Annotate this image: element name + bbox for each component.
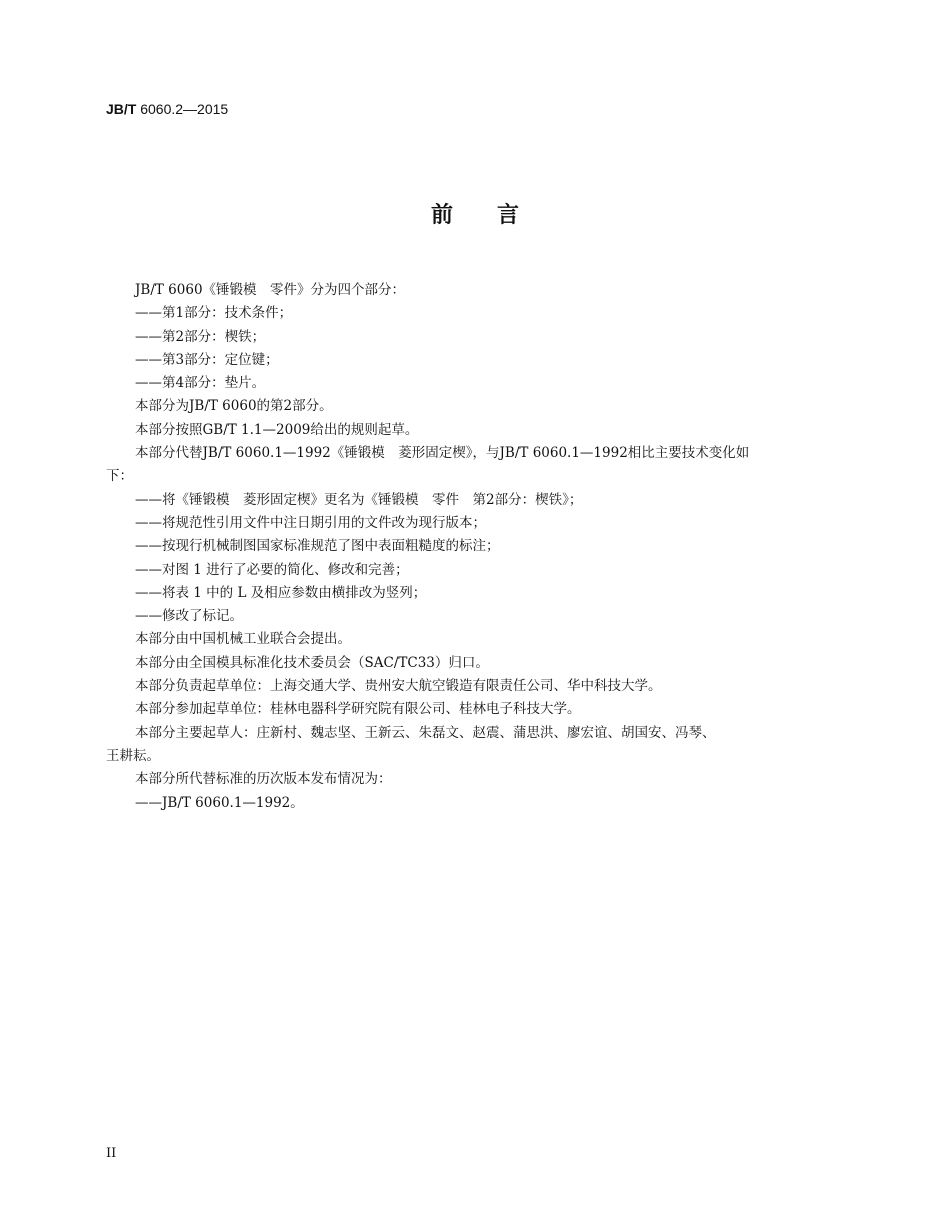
list-item: ——第2部分：楔铁； xyxy=(135,328,266,345)
paragraph-line: 本部分负责起草单位：上海交通大学、贵州安大航空锻造有限责任公司、华中科技大学。 xyxy=(135,678,662,695)
paragraph-line-continued: 下： xyxy=(106,468,133,485)
paragraph-line: 本部分参加起草单位：桂林电器科学研究院有限公司、桂林电子科技大学。 xyxy=(135,701,581,718)
list-item: ——修改了标记。 xyxy=(135,608,243,625)
paragraph-line: JB/T 6060《锤锻模 零件》分为四个部分： xyxy=(135,282,406,298)
foreword-body xyxy=(106,279,791,815)
paragraph-line: 本部分所代替标准的历次版本发布情况为： xyxy=(135,771,392,788)
list-item: ——第1部分：技术条件； xyxy=(135,305,293,322)
list-item: ——JB/T 6060.1—1992。 xyxy=(135,794,304,811)
document-header xyxy=(106,101,228,117)
list-item: ——将《锤锻模 菱形固定楔》更名为《锤锻模 零件 第2部分：楔铁》； xyxy=(135,491,583,508)
list-item: ——按现行机械制图国家标准规范了图中表面粗糙度的标注； xyxy=(135,538,500,555)
paragraph-line: 本部分按照GB/T 1.1—2009给出的规则起草。 xyxy=(135,421,419,438)
page-number: II xyxy=(106,1146,117,1161)
paragraph-line: 本部分由全国模具标准化技术委员会（SAC/TC33）归口。 xyxy=(135,654,489,671)
paragraph-line: 本部分主要起草人：庄新村、魏志坚、王新云、朱磊文、赵震、蒲思洪、廖宏谊、胡国安、冯琴、 xyxy=(135,724,716,741)
paragraph-line: 本部分代替JB/T 6060.1—1992《锤锻模 菱形固定楔》，与JB/T 6060.1—1992相比主要技术变化如 xyxy=(135,445,750,462)
paragraph-line: 本部分为JB/T 6060的第2部分。 xyxy=(135,398,333,415)
list-item: ——第3部分：定位键； xyxy=(135,351,279,368)
list-item: ——将表 1 中的 L 及相应参数由横排改为竖列； xyxy=(135,584,427,601)
header-number: 6060.2—2015 xyxy=(140,101,229,117)
paragraph-line-continued: 王耕耘。 xyxy=(106,747,160,764)
list-item: ——第4部分：垫片。 xyxy=(135,375,266,392)
page-title: 前言 xyxy=(430,203,563,228)
list-item: ——将规范性引用文件中注日期引用的文件改为现行版本； xyxy=(135,514,486,531)
header-prefix: JB/T xyxy=(106,101,137,117)
list-item: ——对图 1 进行了必要的简化、修改和完善； xyxy=(135,561,409,578)
paragraph-line: 本部分由中国机械工业联合会提出。 xyxy=(135,631,351,648)
